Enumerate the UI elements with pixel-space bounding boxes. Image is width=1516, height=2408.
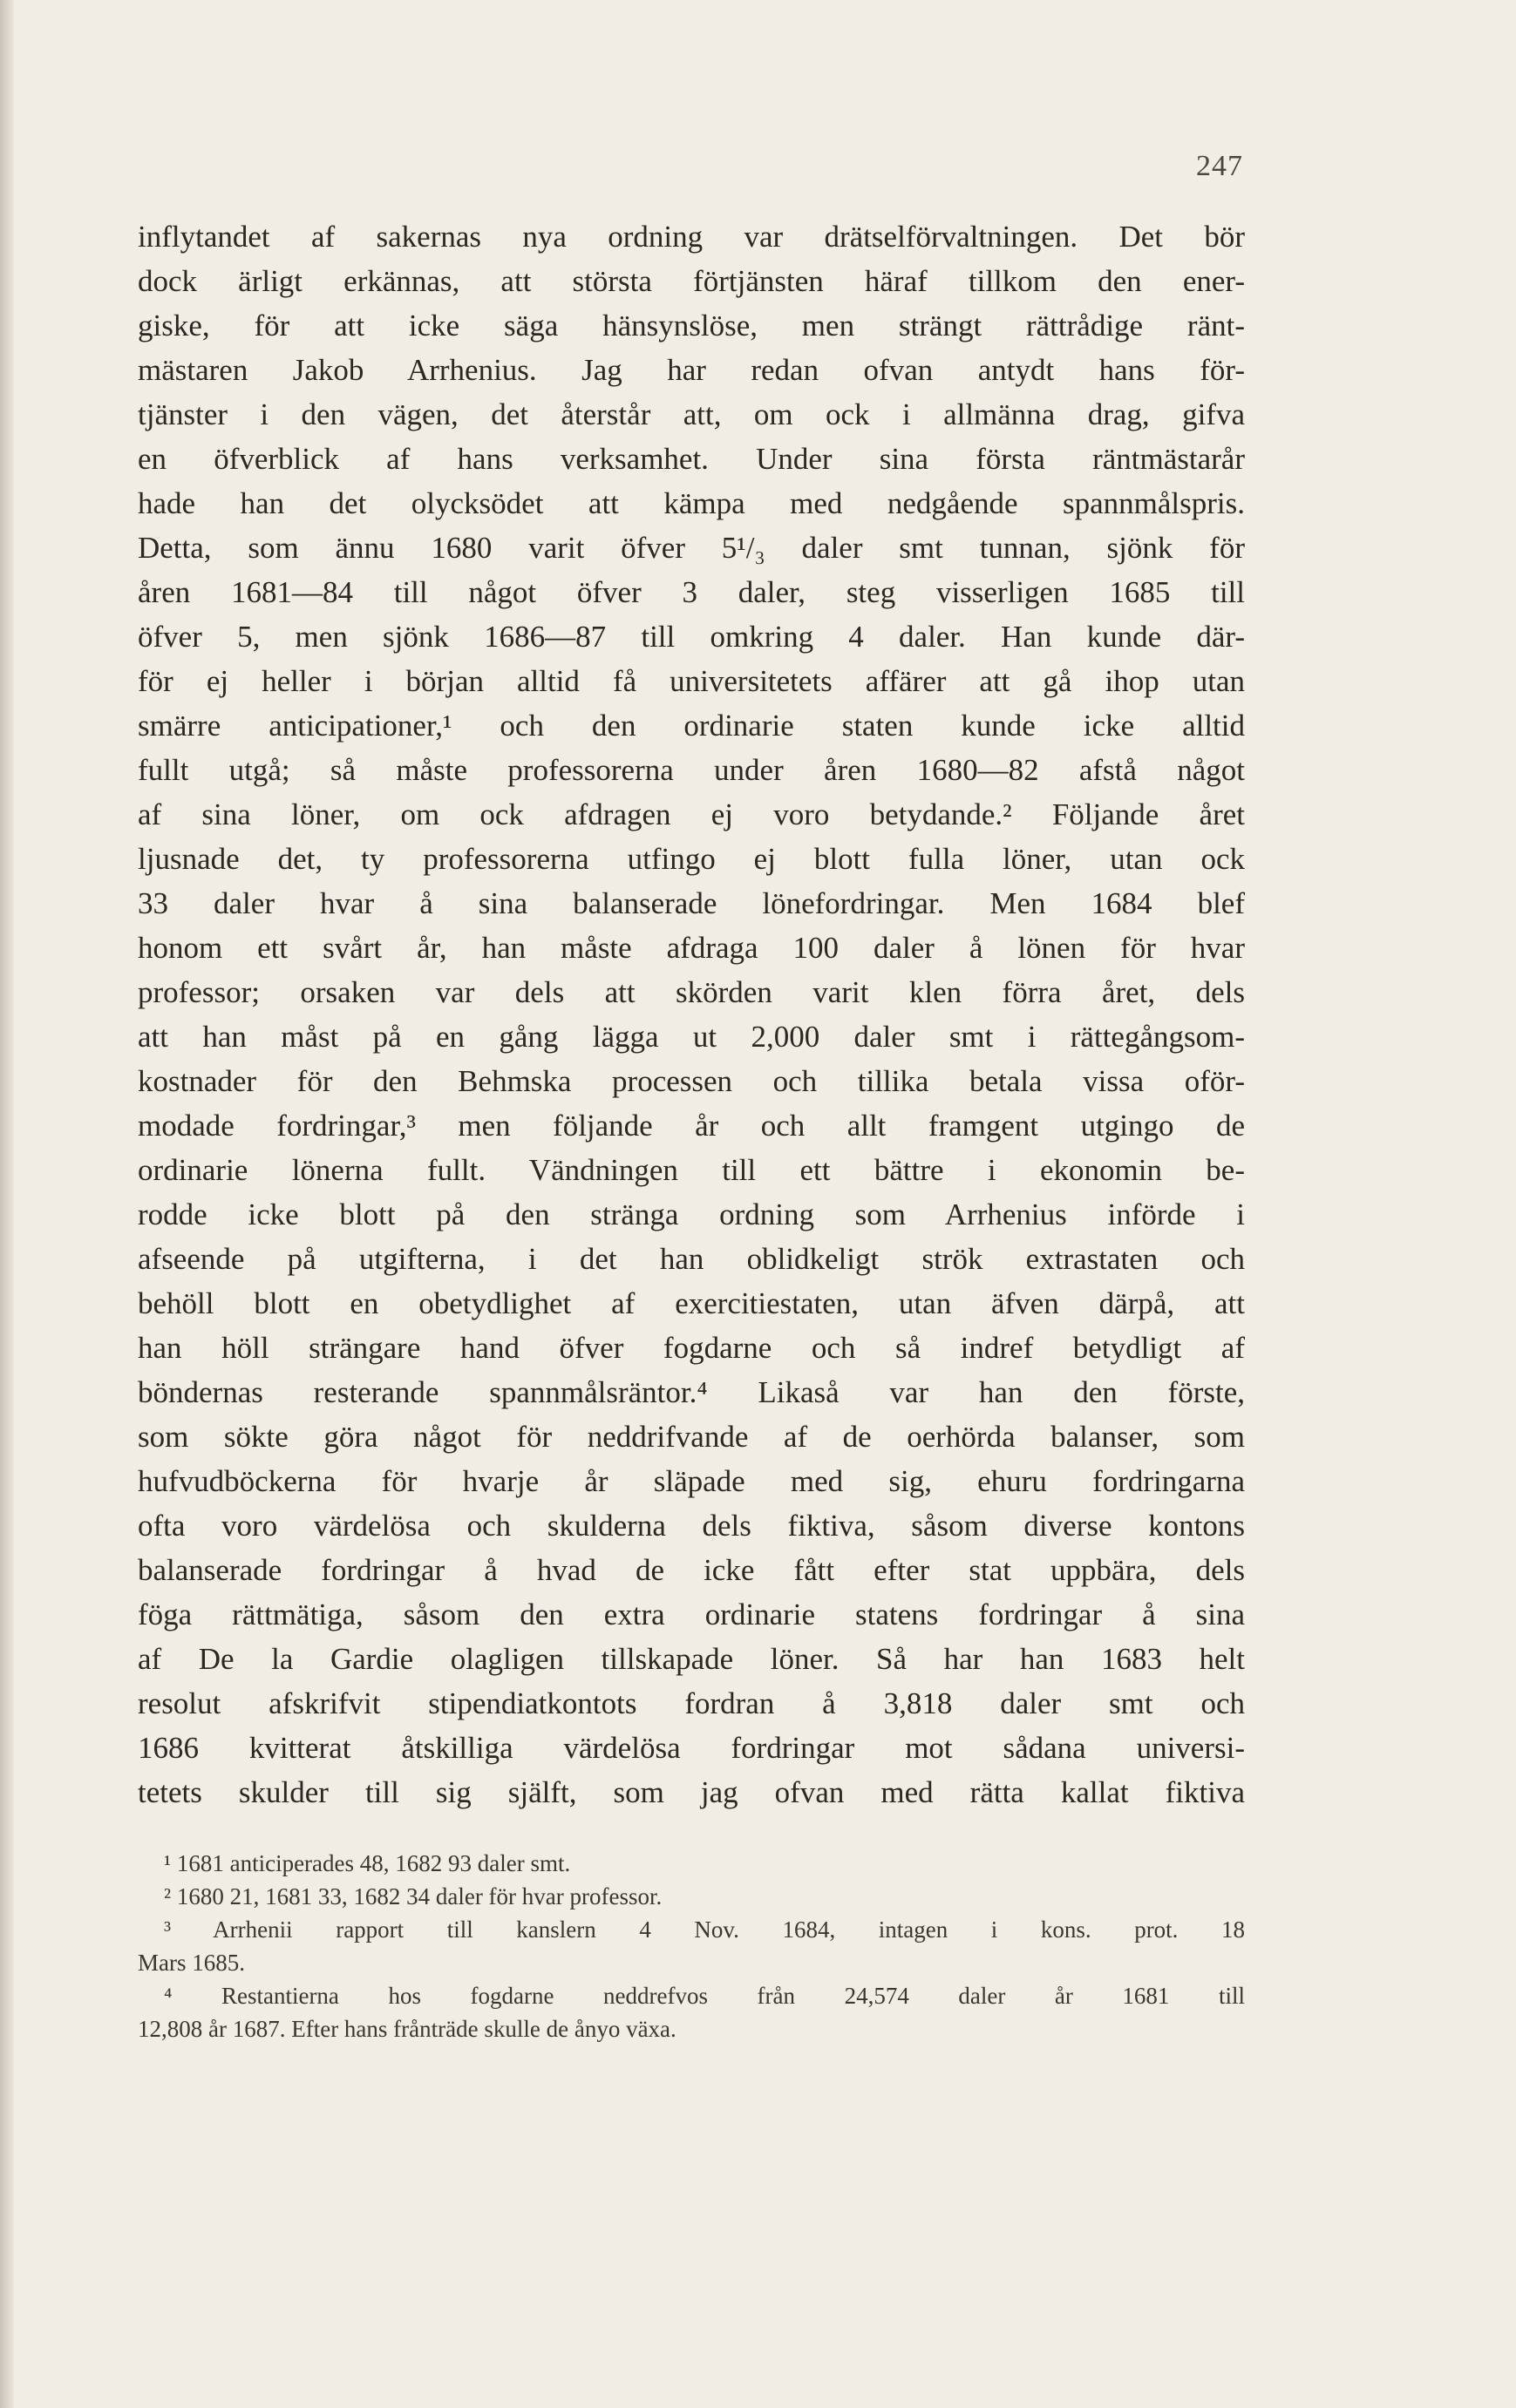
body-line: modade fordringar,³ men följande år och allt framgent utgingo de bbox=[138, 1109, 1245, 1143]
body-line: giske, för att icke säga hänsynslöse, men strängt rättrådige ränt- bbox=[138, 309, 1245, 343]
page-number: 247 bbox=[1196, 150, 1243, 182]
footnote-line: ⁴ Restantierna hos fogdarne neddrefvos från 24,574 daler år 1681 till bbox=[164, 1983, 1245, 2009]
body-line: professor; orsaken var dels att skörden varit klen förra året, dels bbox=[138, 975, 1245, 1009]
body-line: ordinarie lönerna fullt. Vändningen till ett bättre i ekonomin be- bbox=[138, 1153, 1245, 1187]
footnote-line: Mars 1685. bbox=[138, 1950, 245, 1976]
body-line: honom ett svårt år, han måste afdraga 100 daler å lönen för hvar bbox=[138, 931, 1245, 965]
body-line: ljusnade det, ty professorerna utfingo ej blott fulla löner, utan ock bbox=[138, 842, 1245, 876]
page-edge-shadow bbox=[0, 0, 14, 2408]
body-line: balanserade fordringar å hvad de icke fått efter stat uppbära, dels bbox=[138, 1553, 1245, 1587]
body-line: 1686 kvitterat åtskilliga värdelösa fordringar mot sådana universi- bbox=[138, 1731, 1245, 1765]
body-line: fullt utgå; så måste professorerna under åren 1680—82 afstå något bbox=[138, 753, 1245, 787]
body-line: afseende på utgifterna, i det han oblidkeligt strök extrastaten och bbox=[138, 1242, 1245, 1276]
body-line: resolut afskrifvit stipendiatkontots fordran å 3,818 daler smt och bbox=[138, 1686, 1245, 1720]
body-line: som sökte göra något för neddrifvande af de oerhörda balanser, som bbox=[138, 1420, 1245, 1454]
footnote-line: ³ Arrhenii rapport till kanslern 4 Nov. 1684, intagen i kons. prot. 18 bbox=[164, 1916, 1245, 1943]
body-line: öfver 5, men sjönk 1686—87 till omkring 4 daler. Han kunde där- bbox=[138, 620, 1245, 654]
body-line: föga rättmätiga, såsom den extra ordinarie statens fordringar å sina bbox=[138, 1597, 1245, 1631]
body-line: dock ärligt erkännas, att största förtjänsten häraf tillkom den ener- bbox=[138, 264, 1245, 298]
body-line: tjänster i den vägen, det återstår att, om ock i allmänna drag, gifva bbox=[138, 397, 1245, 431]
body-line: mästaren Jakob Arrhenius. Jag har redan ofvan antydt hans för- bbox=[138, 353, 1245, 387]
footnotes bbox=[138, 1847, 1245, 2045]
body-line: rodde icke blott på den stränga ordning som Arrhenius införde i bbox=[138, 1197, 1245, 1231]
body-line: en öfverblick af hans verksamhet. Under sina första räntmästarår bbox=[138, 442, 1245, 476]
body-line: ofta voro värdelösa och skulderna dels fiktiva, såsom diverse kontons bbox=[138, 1509, 1245, 1543]
body-line: han höll strängare hand öfver fogdarne och så indref betydligt af bbox=[138, 1331, 1245, 1365]
body-line: kostnader för den Behmska processen och tillika betala vissa oför- bbox=[138, 1064, 1245, 1098]
footnote-line: 12,808 år 1687. Efter hans frånträde skulle de ånyo växa. bbox=[138, 2016, 676, 2042]
body-text bbox=[138, 214, 1245, 1814]
body-line: inflytandet af sakernas nya ordning var drätselförvaltningen. Det bör bbox=[138, 220, 1245, 254]
body-line: böndernas resterande spannmålsräntor.⁴ Likaså var han den förste, bbox=[138, 1375, 1245, 1409]
body-line: tetets skulder till sig själft, som jag ofvan med rätta kallat fiktiva bbox=[138, 1775, 1245, 1809]
footnote-line: ¹ 1681 anticiperades 48, 1682 93 daler smt. bbox=[164, 1850, 571, 1876]
body-line: hufvudböckerna för hvarje år släpade med sig, ehuru fordringarna bbox=[138, 1464, 1245, 1498]
body-line: att han måst på en gång lägga ut 2,000 daler smt i rättegångsom- bbox=[138, 1020, 1245, 1054]
body-line: hade han det olycksödet att kämpa med nedgående spannmålspris. bbox=[138, 486, 1245, 520]
body-line: åren 1681—84 till något öfver 3 daler, steg visserligen 1685 till bbox=[138, 575, 1245, 609]
body-line: smärre anticipationer,¹ och den ordinarie staten kunde icke alltid bbox=[138, 709, 1245, 743]
body-line: behöll blott en obetydlighet af exercitiestaten, utan äfven därpå, att bbox=[138, 1286, 1245, 1320]
body-line: Detta, som ännu 1680 varit öfver 5¹/₃ daler smt tunnan, sjönk för bbox=[138, 531, 1245, 565]
footnote-line: ² 1680 21, 1681 33, 1682 34 daler för hvar professor. bbox=[164, 1883, 663, 1909]
body-line: 33 daler hvar å sina balanserade lönefordringar. Men 1684 blef bbox=[138, 886, 1245, 920]
body-line: för ej heller i början alltid få universitetets affärer att gå ihop utan bbox=[138, 664, 1245, 698]
body-line: af sina löner, om ock afdragen ej voro betydande.² Följande året bbox=[138, 797, 1245, 831]
body-line: af De la Gardie olagligen tillskapade löner. Så har han 1683 helt bbox=[138, 1642, 1245, 1676]
